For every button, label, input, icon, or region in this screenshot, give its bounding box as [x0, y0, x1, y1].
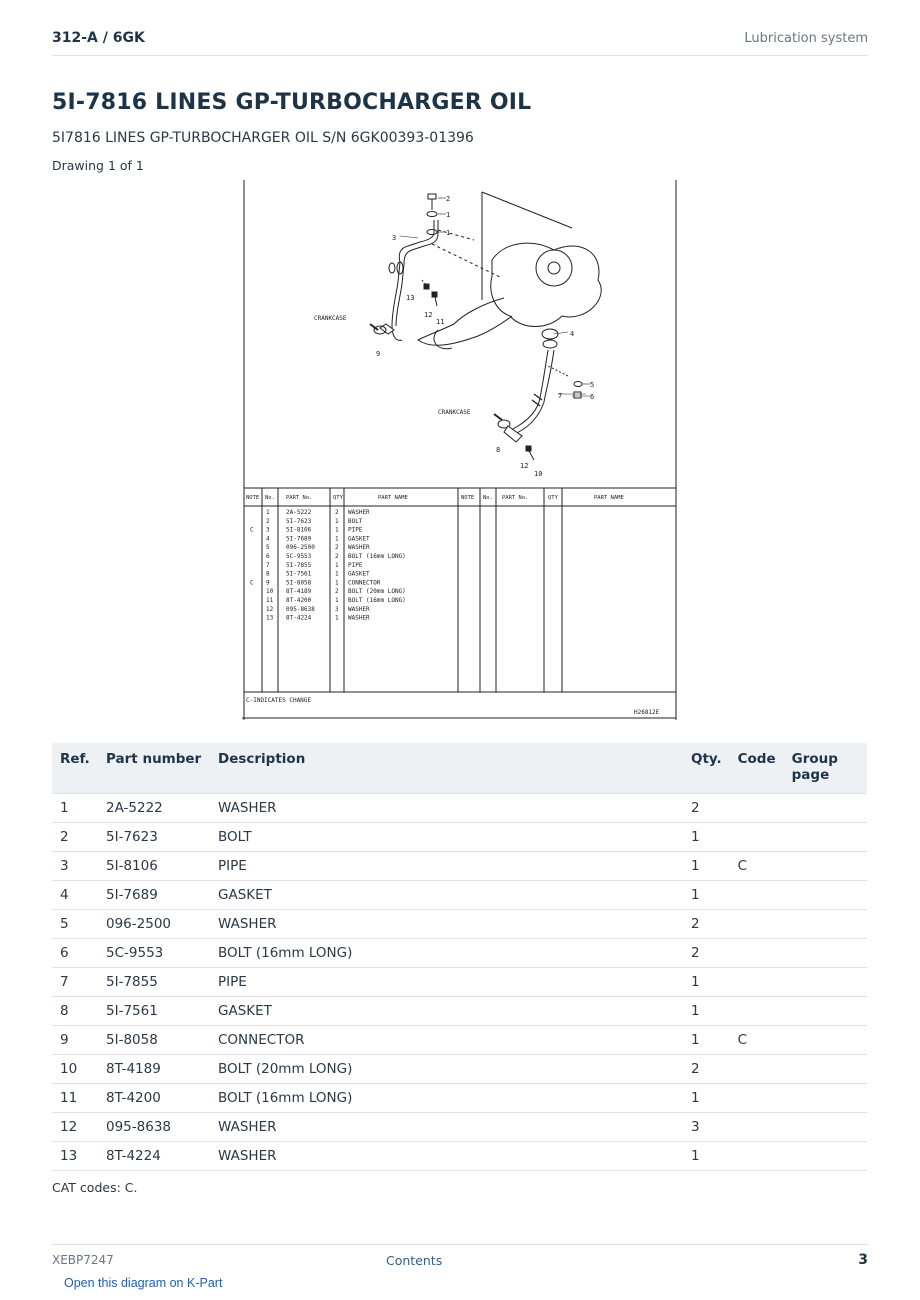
contents-link[interactable]: Contents	[386, 1253, 443, 1268]
cell-part: 8T-4224	[98, 1142, 210, 1171]
cell-part: 096-2500	[98, 910, 210, 939]
callout-8: 8	[496, 446, 501, 454]
drawing-number: H26812E	[634, 709, 660, 716]
drawing-row-no: 10	[266, 588, 274, 596]
parts-table	[52, 743, 867, 1171]
drawing-row-no: 8	[266, 570, 270, 578]
callout-12b: 12	[520, 462, 529, 470]
header-description: Description	[210, 743, 683, 794]
cell-qty: 1	[683, 1084, 730, 1113]
drawing-row-qty: 2	[335, 509, 339, 516]
cell-ref: 11	[52, 1084, 98, 1113]
drawing-row-qty: 3	[335, 605, 339, 613]
cell-code	[730, 968, 784, 997]
table-row	[52, 794, 867, 823]
drawing-row-qty: 1	[335, 561, 339, 569]
table-row	[52, 910, 867, 939]
drawing-row-no: 3	[266, 526, 270, 534]
drawing-row-qty: 2	[335, 544, 339, 552]
cell-desc: BOLT	[210, 823, 683, 852]
cell-part: 095-8638	[98, 1113, 210, 1142]
document-id: XEBP7247	[52, 1253, 114, 1267]
svg-text:No.: No.	[265, 495, 275, 501]
cell-group	[784, 794, 867, 823]
callout-5: 5	[590, 381, 595, 389]
table-row	[52, 852, 867, 881]
cell-code	[730, 1113, 784, 1142]
callout-12: 12	[424, 311, 433, 319]
svg-text:PART NAME: PART NAME	[378, 495, 408, 501]
cell-desc: PIPE	[210, 968, 683, 997]
drawing-row-note: C	[250, 579, 254, 587]
svg-text:PART No.: PART No.	[502, 495, 529, 501]
cell-ref: 1	[52, 794, 98, 823]
drawing-row-name: GASKET	[348, 535, 370, 543]
page-subtitle: 5I7816 LINES GP-TURBOCHARGER OIL S/N 6GK00393-01396	[52, 130, 474, 146]
drawing-row-qty: 2	[335, 553, 339, 560]
cell-desc: WASHER	[210, 1113, 683, 1142]
drawing-row-qty: 1	[335, 614, 339, 622]
callout-3: 3	[392, 234, 397, 242]
header-group-page: Group page	[784, 743, 867, 794]
cell-code	[730, 1084, 784, 1113]
cell-qty: 1	[683, 881, 730, 910]
cell-part: 5I-7561	[98, 997, 210, 1026]
drawing-row-no: 12	[266, 605, 274, 613]
drawing-row-no: 13	[266, 614, 274, 622]
cell-qty: 2	[683, 794, 730, 823]
drawing-row-no: 7	[266, 561, 270, 569]
callout-1: 1	[446, 211, 451, 219]
cell-desc: WASHER	[210, 910, 683, 939]
table-row	[52, 968, 867, 997]
change-note: C-INDICATES CHANGE	[246, 697, 312, 704]
drawing-row-qty: 1	[335, 597, 339, 604]
cell-group	[784, 1142, 867, 1171]
callout-1b: 1	[446, 229, 451, 237]
callout-13: 13	[406, 294, 415, 302]
section-label: Lubrication system	[744, 31, 868, 46]
svg-text:No.: No.	[483, 495, 493, 501]
table-row	[52, 881, 867, 910]
cell-desc: GASKET	[210, 881, 683, 910]
table-row	[52, 823, 867, 852]
callout-6: 6	[590, 393, 595, 401]
cell-part: 5I-7689	[98, 881, 210, 910]
cell-ref: 12	[52, 1113, 98, 1142]
cell-part: 5I-8058	[98, 1026, 210, 1055]
drawing-row-qty: 1	[335, 570, 339, 578]
callout-7: 7	[558, 392, 563, 400]
drawing-row-name: WASHER	[348, 509, 370, 516]
drawing-row-name: PIPE	[348, 561, 363, 569]
cell-qty: 2	[683, 1055, 730, 1084]
cell-code	[730, 997, 784, 1026]
cell-ref: 2	[52, 823, 98, 852]
cell-group	[784, 997, 867, 1026]
drawing-row-part: 5I-7623	[286, 517, 312, 525]
drawing-row-name: PIPE	[348, 526, 363, 534]
cell-ref: 4	[52, 881, 98, 910]
cell-code	[730, 823, 784, 852]
cell-desc: CONNECTOR	[210, 1026, 683, 1055]
cell-part: 8T-4200	[98, 1084, 210, 1113]
drawing-row-name: GASKET	[348, 570, 370, 578]
svg-text:NOTE: NOTE	[461, 495, 475, 501]
cell-qty: 1	[683, 852, 730, 881]
drawing-row-name: WASHER	[348, 614, 370, 622]
drawing-row-name: BOLT	[348, 517, 363, 525]
svg-text:PART NAME: PART NAME	[594, 495, 624, 501]
page-number: 3	[858, 1252, 868, 1268]
drawing-row-no: 4	[266, 535, 270, 543]
cell-part: 2A-5222	[98, 794, 210, 823]
drawing-row-name: CONNECTOR	[348, 579, 381, 587]
cell-group	[784, 881, 867, 910]
svg-text:NOTE: NOTE	[246, 495, 260, 501]
cell-part: 5I-7855	[98, 968, 210, 997]
cell-code	[730, 881, 784, 910]
drawing-row-part: 096-2500	[286, 544, 315, 552]
drawing-row-name: WASHER	[348, 544, 370, 552]
cell-group	[784, 852, 867, 881]
drawing-row-note: C	[250, 526, 254, 534]
cell-ref: 10	[52, 1055, 98, 1084]
cell-part: 5C-9553	[98, 939, 210, 968]
drawing-row-qty: 2	[335, 588, 339, 596]
callout-2: 2	[446, 195, 451, 203]
svg-text:QTY: QTY	[548, 495, 558, 501]
header-qty: Qty.	[683, 743, 730, 794]
table-header-row	[52, 743, 867, 794]
table-row	[52, 1142, 867, 1171]
cat-codes: CAT codes: C.	[52, 1180, 138, 1195]
callout-4: 4	[570, 330, 575, 338]
cell-code	[730, 794, 784, 823]
cell-part: 8T-4189	[98, 1055, 210, 1084]
cell-desc: WASHER	[210, 1142, 683, 1171]
cell-desc: PIPE	[210, 852, 683, 881]
cell-part: 5I-8106	[98, 852, 210, 881]
drawing-row-part: 5I-8058	[286, 579, 312, 587]
drawing-row-part: 8T-4200	[286, 597, 312, 604]
callout-9: 9	[376, 350, 381, 358]
cell-group	[784, 1026, 867, 1055]
drawing-row-qty: 1	[335, 526, 339, 534]
drawing-row-no: 5	[266, 544, 270, 552]
page-header	[52, 28, 868, 56]
drawing-row-part: 5C-9553	[286, 553, 312, 560]
cell-desc: BOLT (16mm LONG)	[210, 1084, 683, 1113]
cell-group	[784, 823, 867, 852]
cell-ref: 8	[52, 997, 98, 1026]
cell-group	[784, 939, 867, 968]
open-in-kpart-link[interactable]: Open this diagram on K-Part	[64, 1276, 223, 1290]
drawing-row-part: 5I-8106	[286, 526, 312, 534]
cell-desc: BOLT (16mm LONG)	[210, 939, 683, 968]
cell-ref: 6	[52, 939, 98, 968]
drawing-row-qty: 1	[335, 517, 339, 525]
cell-ref: 13	[52, 1142, 98, 1171]
drawing-label: Drawing 1 of 1	[52, 158, 144, 173]
drawing-row-name: WASHER	[348, 605, 370, 613]
table-row	[52, 1084, 867, 1113]
drawing-row-part: 2A-5222	[286, 509, 312, 516]
page-title: 5I-7816 LINES GP-TURBOCHARGER OIL	[52, 90, 532, 115]
cell-code: C	[730, 1026, 784, 1055]
cell-part: 5I-7623	[98, 823, 210, 852]
drawing-row-qty: 1	[335, 535, 339, 543]
cell-group	[784, 968, 867, 997]
cell-desc: GASKET	[210, 997, 683, 1026]
crankcase-label-upper: CRANKCASE	[314, 315, 347, 322]
drawing-row-no: 1	[266, 509, 270, 516]
drawing-row-name: BOLT (16mm LONG)	[348, 553, 406, 560]
drawing-row-part: 8T-4224	[286, 614, 312, 622]
cell-desc: WASHER	[210, 794, 683, 823]
cell-code: C	[730, 852, 784, 881]
drawing-row-part: 5I-7689	[286, 535, 312, 543]
table-row	[52, 939, 867, 968]
cell-qty: 1	[683, 1026, 730, 1055]
callout-10: 10	[534, 470, 543, 478]
drawing-row-part: 5I-7855	[286, 561, 312, 569]
cell-group	[784, 1055, 867, 1084]
cell-code	[730, 910, 784, 939]
cell-ref: 5	[52, 910, 98, 939]
cell-ref: 3	[52, 852, 98, 881]
drawing-row-no: 6	[266, 553, 270, 560]
cell-code	[730, 1142, 784, 1171]
callout-11: 11	[436, 318, 445, 326]
cell-ref: 7	[52, 968, 98, 997]
drawing-row-no: 11	[266, 597, 274, 604]
drawing-row-qty: 1	[335, 579, 339, 587]
page-footer	[52, 1244, 868, 1274]
cell-code	[730, 939, 784, 968]
table-row	[52, 1026, 867, 1055]
cell-code	[730, 1055, 784, 1084]
header-part-number: Part number	[98, 743, 210, 794]
cell-qty: 1	[683, 968, 730, 997]
cell-group	[784, 1084, 867, 1113]
cell-ref: 9	[52, 1026, 98, 1055]
parts-diagram[interactable]	[242, 180, 678, 722]
header-code: Code	[730, 743, 784, 794]
table-row	[52, 1113, 867, 1142]
cell-group	[784, 1113, 867, 1142]
cell-qty: 1	[683, 1142, 730, 1171]
drawing-row-part: 8T-4189	[286, 588, 312, 596]
cell-qty: 1	[683, 823, 730, 852]
drawing-row-no: 9	[266, 579, 270, 587]
drawing-row-name: BOLT (16mm LONG)	[348, 597, 406, 604]
header-ref: Ref.	[52, 743, 98, 794]
drawing-row-part: 095-8638	[286, 605, 315, 613]
table-row	[52, 1055, 867, 1084]
table-row	[52, 997, 867, 1026]
cell-qty: 3	[683, 1113, 730, 1142]
cell-group	[784, 910, 867, 939]
svg-text:QTY: QTY	[333, 495, 343, 501]
drawing-row-name: BOLT (20mm LONG)	[348, 588, 406, 596]
drawing-row-no: 2	[266, 517, 270, 525]
cell-qty: 2	[683, 910, 730, 939]
model-label: 312-A / 6GK	[52, 30, 145, 46]
cell-desc: BOLT (20mm LONG)	[210, 1055, 683, 1084]
drawing-row-part: 5I-7561	[286, 570, 312, 578]
cell-qty: 1	[683, 997, 730, 1026]
svg-text:PART No.: PART No.	[286, 495, 313, 501]
crankcase-label-lower: CRANKCASE	[438, 409, 471, 416]
cell-qty: 2	[683, 939, 730, 968]
